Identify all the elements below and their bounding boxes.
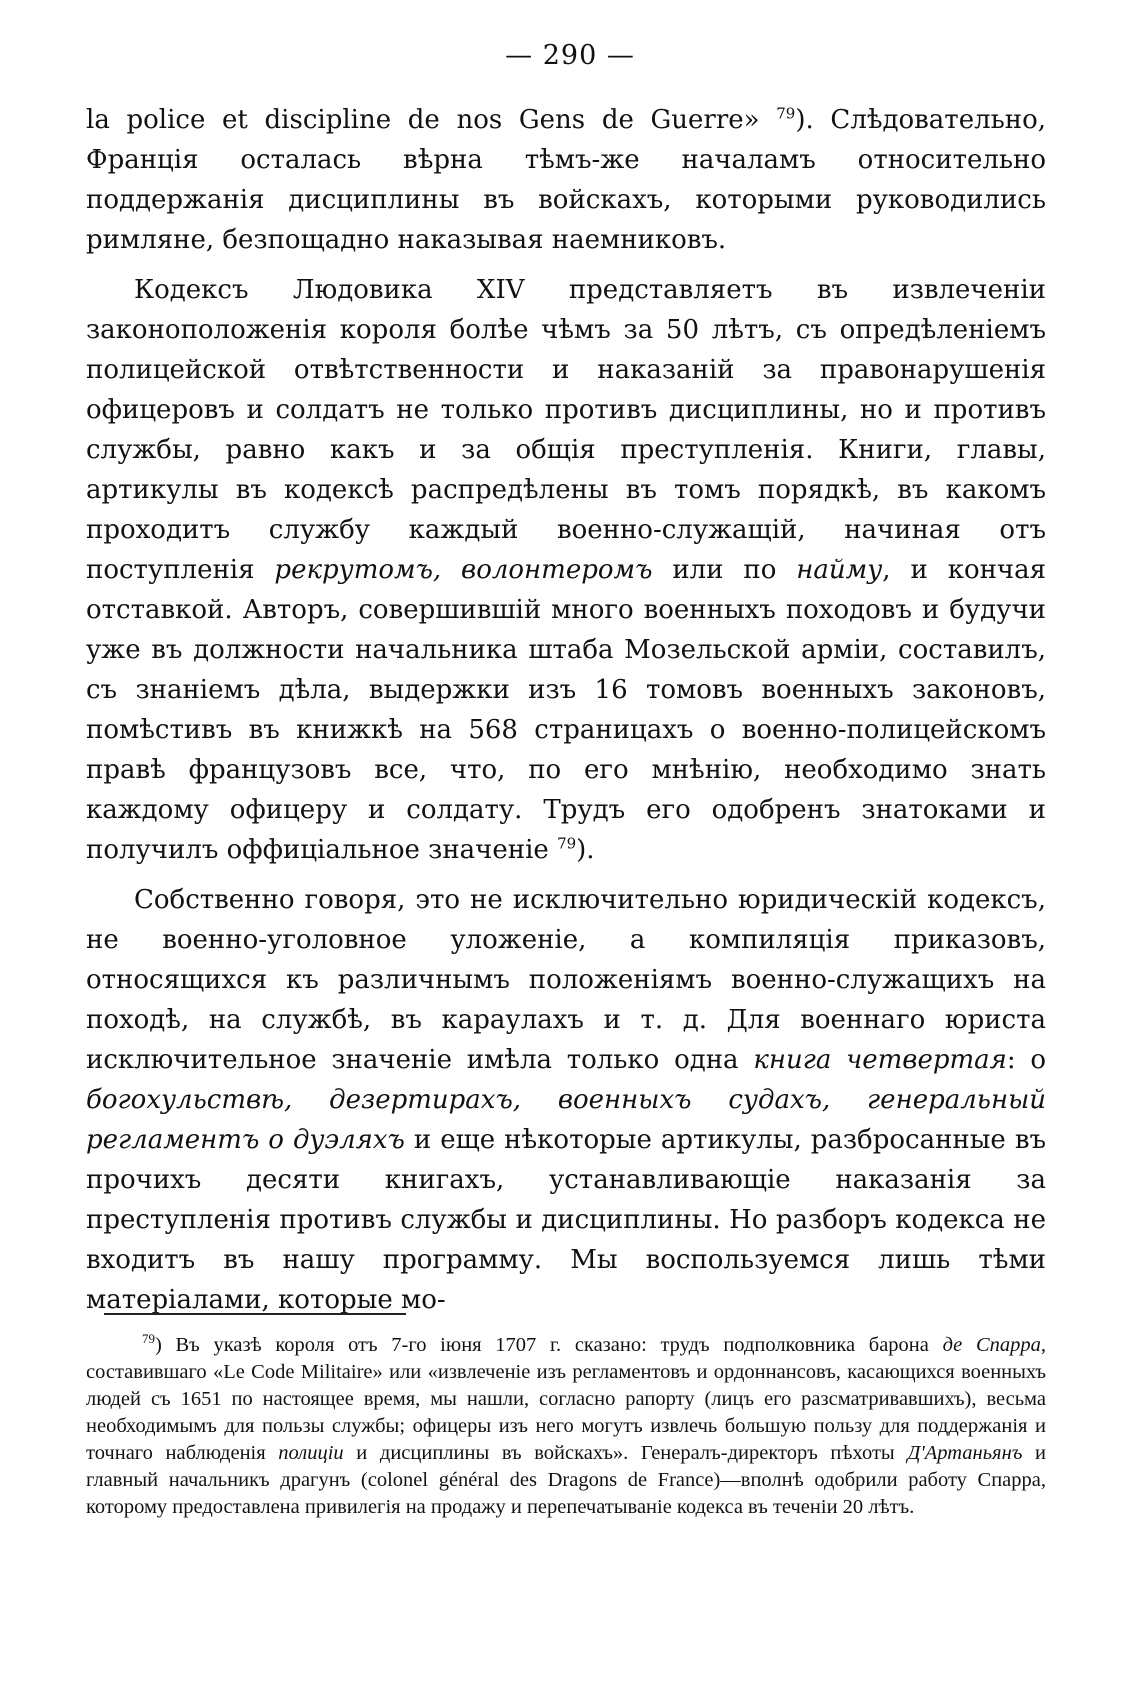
paragraph-2 xyxy=(86,270,1046,870)
paragraph-2-part-a: Кодексъ Людовика XIV представляетъ въ извлеченіи законоположенія короля болѣе чѣмъ за 50 лѣтъ, съ опредѣленіемъ полицейской отвѣтственности и наказаній за правонарушенія офицеровъ и солдатъ не только противъ дисциплины, но и противъ службы, равно какъ и за общія преступленія. Книги, главы, артикулы въ кодексѣ распредѣлены въ томъ порядкѣ, въ какомъ проходитъ службу каждый военно-служащій, начиная отъ поступленія xyxy=(86,275,1046,585)
paragraph-2-part-c: , и кончая отставкой. Авторъ, совершившій много военныхъ походовъ и будучи уже въ должности начальника штаба Мозельской арміи, составилъ, съ знаніемъ дѣла, выдержки изъ 16 томовъ военныхъ законовъ, помѣстивъ въ книжкѣ на 568 страницахъ о военно-полицейскомъ правѣ французовъ все, что, по его мнѣнію, необходимо знать каждому офицеру и солдату. Трудъ его одобренъ знатоками и получилъ оффиціальное значеніе xyxy=(86,555,1047,865)
page-number: — 290 — xyxy=(505,40,635,71)
paragraph-2-italic-1: рекрутомъ, волонтеромъ xyxy=(274,555,653,585)
paragraph-3-part-b: : о xyxy=(1006,1045,1046,1075)
footnote-part-a: ) Въ указѣ короля отъ 7-го іюня 1707 г. сказано: трудъ подполковника барона xyxy=(155,1333,929,1356)
paragraph-2-end: ). xyxy=(576,835,595,865)
footnote-ref: 79 xyxy=(776,104,796,123)
footnote-part-c: и дисциплины въ войскахъ». Генералъ-директоръ пѣхоты xyxy=(356,1441,895,1464)
footnote-italic-1: де Спарра xyxy=(942,1333,1041,1356)
footnote-part-b: , составившаго «Le Code Militaire» или «извлеченіе изъ регламентовъ и ордоннансовъ, касающихся военныхъ людей съ 1651 по настоящее время, мы нашли, согласно рапорту (лицъ его разсматривавшихъ), весьма необходимымъ для пользы службы; офицеры изъ него могутъ извлечь большую пользу для поддержанія и точнаго наблюденія xyxy=(86,1333,1047,1464)
body-text xyxy=(86,100,1046,1330)
footnote xyxy=(86,1325,1046,1521)
paragraph-3-part-c: и еще нѣкоторые артикулы, разбросанные въ прочихъ десяти книгахъ, устанавливающіе наказанія за преступленія противъ службы и дисциплины. Но разборъ кодекса не входитъ въ нашу программу. Мы воспользуемся лишь тѣми матеріалами, которые мо- xyxy=(86,1125,1046,1315)
paragraph-1-rest: ). Слѣдовательно, Франція осталась вѣрна тѣмъ-же началамъ относительно поддержанія дисциплины въ войскахъ, которыми руководились римляне, безпощадно наказывая наемниковъ. xyxy=(86,105,1047,255)
paragraph-1-lead: la police et discipline de nos Gens de Guerre» xyxy=(86,105,760,135)
paragraph-3-part-a: Собственно говоря, это не исключительно юридическій кодексъ, не военно-уголовное уложеніе, а компиляція приказовъ, относящихся къ различнымъ положеніямъ военно-служащихъ на походѣ, на службѣ, въ караулахъ и т. д. Для военнаго юриста исключительное значеніе имѣла только одна xyxy=(86,885,1046,1075)
footnote-part-d: и главный начальникъ драгунъ (colonel général des Dragons de France)—вполнѣ одобрили работу Спарра, которому предоставлена привилегія на продажу и перепечатываніе кодекса въ теченіи 20 лѣтъ. xyxy=(86,1441,1047,1518)
paragraph-2-italic-2: найму xyxy=(796,555,883,585)
footnote-separator xyxy=(104,1313,406,1315)
footnote-italic-3: Д'Артаньянъ xyxy=(907,1441,1023,1464)
footnote-ref: 79 xyxy=(557,834,577,853)
paragraph-2-part-b: или по xyxy=(672,555,777,585)
footnote-mark: 79 xyxy=(142,1331,155,1346)
footnote-italic-2: полиціи xyxy=(278,1441,344,1464)
paragraph-3-italic-2: богохульствѣ, дезертирахъ, военныхъ судахъ, генеральный регламентъ о дуэляхъ xyxy=(86,1085,1046,1155)
paragraph-3 xyxy=(86,880,1046,1320)
paragraph-1 xyxy=(86,100,1046,260)
paragraph-3-italic-1: книга четвертая xyxy=(753,1045,1007,1075)
